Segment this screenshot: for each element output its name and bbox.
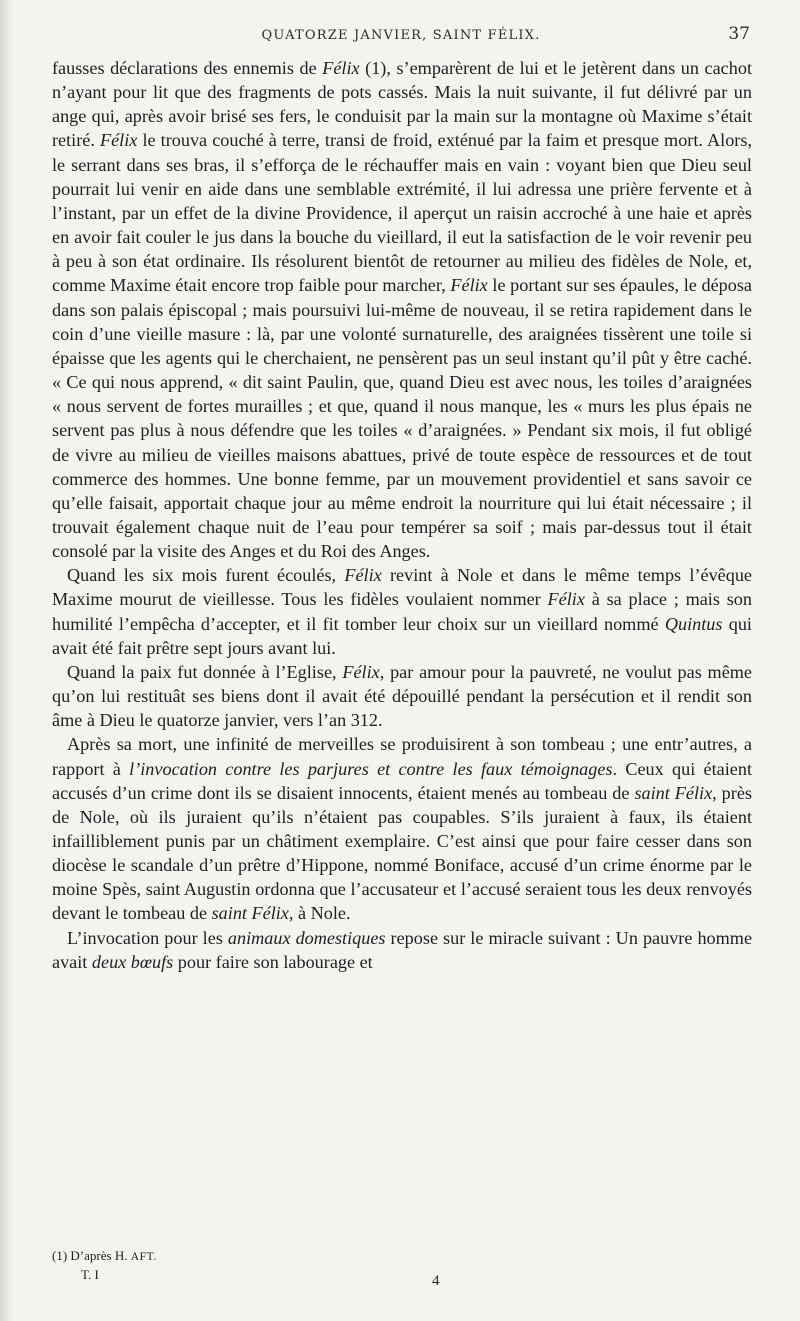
signature-number: 4 xyxy=(432,1273,440,1289)
paragraph-2 xyxy=(52,563,752,660)
footnote-text: D’après H. xyxy=(70,1248,128,1263)
text-run: revint à Nole et dans le même temps l’évêque Maxime mourut de vieillesse. Tous les fidèles voulaient nommer xyxy=(52,565,752,610)
footnote-area xyxy=(52,1247,752,1287)
italic-name: Félix xyxy=(450,275,488,296)
italic-phrase: animaux domestiques xyxy=(227,927,386,948)
text-run: , près de Nole, où ils juraient qu’ils n’étaient pas coupables. S’ils juraient à faux, ils étaient infailliblement punis par un châtiment exemplaire. C’est ainsi que pour faire cesser dans son diocèse le scandale d’un prêtre d’Hippone, nommé Boniface, accusé d’un crime énorme par le moine Spès, saint Augustin ordonna que l’accusateur et l’accusé seraient tous les deux renvoyés devant le tombeau de xyxy=(52,782,752,924)
footnote-marker: (1) xyxy=(52,1248,68,1263)
text-run: , par amour pour la pauvreté, ne voulut pas même qu’on lui restituât ses biens dont il avait été dépouillé pendant la persécution et il rendit son âme à Dieu le quatorze janvier, vers l’an 312. xyxy=(52,661,753,731)
page-header xyxy=(52,18,750,48)
italic-name: saint Félix xyxy=(634,782,713,803)
text-run: le trouva couché à terre, transi de froid, exténué par la faim et presque mort. Alors, le serrant dans ses bras, il s’efforça de le réchauffer mais en vain : voyant bien que Dieu seul pourrait lui venir en aide dans une semblable extrémité, il lui adressa une prière fervente et à l’instant, par un effet de la divine Providence, il aperçut un raisin accroché à une haie et après en avoir fait couler le jus dans la bouche du vieillard, il eut la satisfaction de le voir revenir peu à peu à son état ordinaire. Ils résolurent bientôt de retourner au milieu des fidèles de Nole, et, comme Maxime était encore trop faible pour marcher, xyxy=(52,130,752,296)
text-run: à sa place ; mais son humilité l’empêcha d’accepter, et il fit tomber leur choix sur un vieillard nommé xyxy=(52,589,752,634)
italic-phrase: deux bœufs xyxy=(91,951,174,972)
paragraph-4 xyxy=(52,732,752,925)
volume-signature: T. I xyxy=(81,1267,99,1282)
italic-name: Félix xyxy=(322,58,360,78)
page-number: 37 xyxy=(728,24,750,44)
paragraph-3 xyxy=(52,660,752,732)
text-run: (1), s’emparèrent de lui et le jetèrent dans un cachot n’ayant pour lit que des fragments de pots cassés. Mais la nuit suivante, il fut délivré par un ange qui, après avoir brisé ses fers, le conduisit par la main sur la montagne où Maxime s’était retiré. xyxy=(52,58,752,151)
signature-row xyxy=(52,1267,752,1287)
running-title: QUATORZE JANVIER, SAINT FÉLIX. xyxy=(261,28,541,43)
paragraph-1 xyxy=(52,56,752,563)
text-run: fausses déclarations des ennemis de xyxy=(52,58,323,78)
italic-name: Félix xyxy=(342,661,380,682)
paragraph-5 xyxy=(52,926,752,974)
text-run: repose sur le miracle suivant : Un pauvre homme avait xyxy=(52,927,753,972)
spine-shadow xyxy=(0,0,14,1321)
text-run: Quand la paix fut donnée à l’Eglise, xyxy=(67,661,343,682)
body-text xyxy=(52,56,752,974)
italic-name: Félix xyxy=(547,589,585,610)
text-run: Après sa mort, une infinité de merveilles se produisirent à son tombeau ; une entr’autres, a rapport à xyxy=(52,734,752,779)
italic-name: Félix xyxy=(344,565,382,586)
text-run: le portant sur ses épaules, le déposa dans son palais épiscopal ; mais poursuivi lui-même de nouveau, il se retira rapidement dans le coin d’une vieille masure : là, par une volonté surnaturelle, des araignées tissèrent une toile si épaisse que les agents qui le cherchaient, ne pensèrent pas un seul instant qu’il pût y être caché. « Ce qui nous apprend, « dit saint Paulin, que, quand Dieu est avec nous, les toiles d’araignées « nous servent de fortes murailles ; et que, quand il nous manque, les « murs les plus épais ne servent pas plus à nous défendre que les toiles « d’araignées. » Pendant six mois, il fut obligé de vivre au milieu de vieilles maisons abattues, privé de toute espèce de ressources et de tout commerce des hommes. Une bonne femme, par un mouvement providentiel et sans savoir ce qu’elle faisait, apportait chaque jour au même endroit la nourriture qui lui était nécessaire ; il trouvait également chaque nuit de l’eau pour tempérer sa soif ; mais par-dessus tout il était consolé par la visite des Anges et du Roi des Anges. xyxy=(52,275,752,562)
text-run: , à Nole. xyxy=(288,903,351,924)
italic-name: saint Félix xyxy=(211,903,289,924)
footnote-author: AFT. xyxy=(130,1251,157,1263)
text-run: pour faire son labourage et xyxy=(173,951,373,972)
italic-name: Félix xyxy=(100,130,138,151)
text-run: . Ceux qui étaient accusés d’un crime dont ils se disaient innocents, étaient menés au tombeau de xyxy=(52,758,752,803)
footnote xyxy=(52,1247,752,1266)
italic-phrase: l’invocation contre les parjures et contre les faux témoignages xyxy=(129,758,613,779)
text-run: Quand les six mois furent écoulés, xyxy=(67,565,345,586)
text-run: L’invocation pour les xyxy=(67,927,228,948)
text-run: qui avait été fait prêtre sept jours avant lui. xyxy=(52,613,752,658)
italic-name: Quintus xyxy=(664,613,723,634)
